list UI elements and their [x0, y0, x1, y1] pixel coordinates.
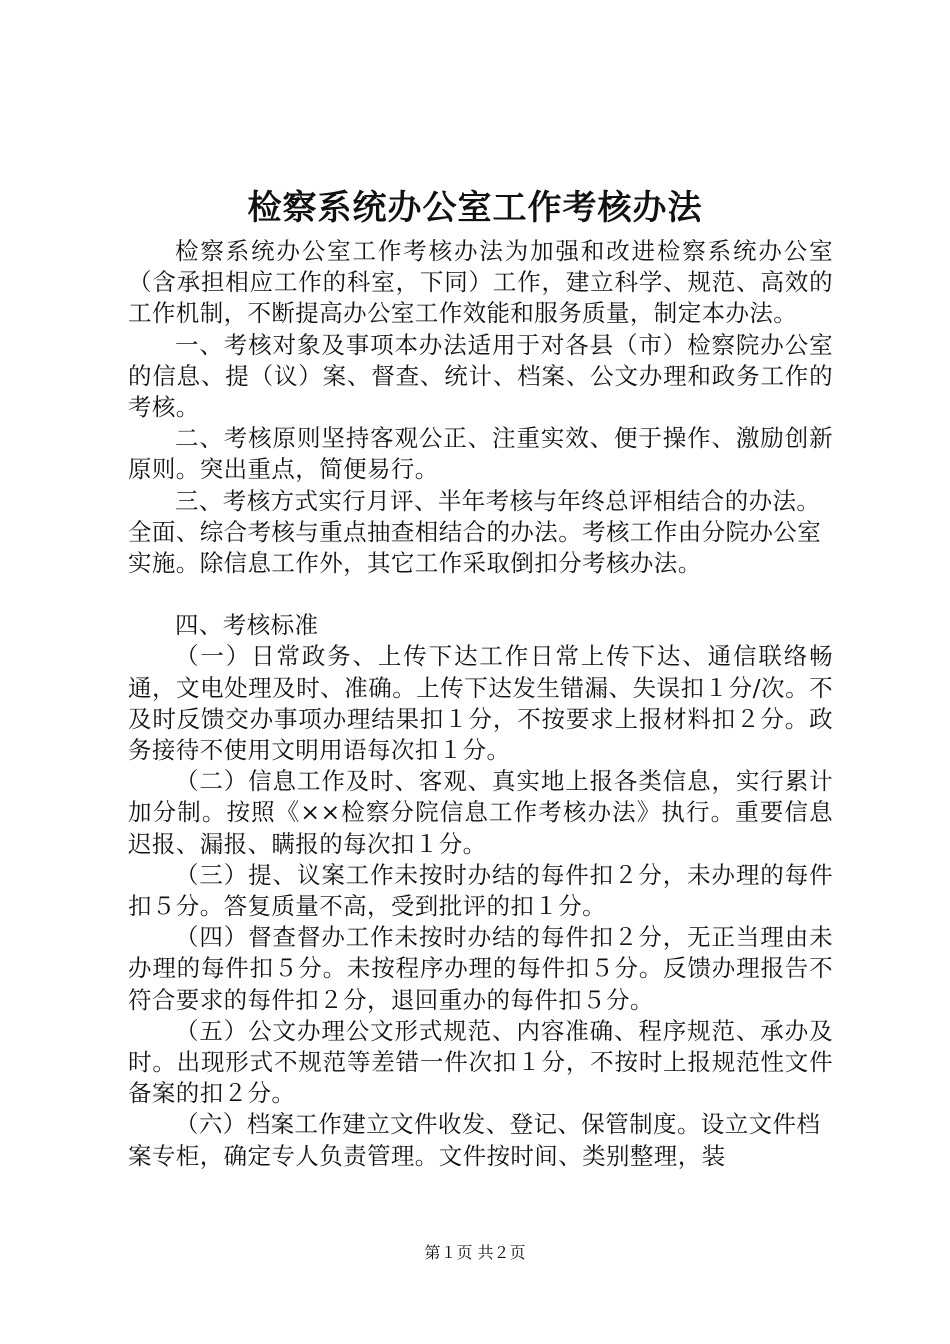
paragraph-methods: 三、考核方式实行月评、半年考核与年终总评相结合的办法。全面、综合考核与重点抽查相结合的办法。考核工作由分院办公室实施。除信息工作外，其它工作采取倒扣分考核办法。 [128, 486, 822, 578]
paragraph-standard-1: （一）日常政务、上传下达工作日常上传下达、通信联络畅通，文电处理及时、准确。上传下达发生错漏、失误扣１分/次。不及时反馈交办事项办理结果扣１分，不按要求上报材料扣２分。政务接待不使用文明用语每次扣１分。 [128, 642, 833, 765]
paragraph-standard-3: （三）提、议案工作未按时办结的每件扣２分，未办理的每件扣５分。答复质量不高，受到批评的扣１分。 [128, 860, 833, 921]
paragraph-principles: 二、考核原则坚持客观公正、注重实效、便于操作、激励创新原则。突出重点，简便易行。 [128, 424, 833, 484]
paragraph-intro: 检察系统办公室工作考核办法为加强和改进检察系统办公室（含承担相应工作的科室，下同）工作，建立科学、规范、高效的工作机制，不断提高办公室工作效能和服务质量，制定本办法。 [128, 237, 833, 328]
paragraph-standard-2: （二）信息工作及时、客观、真实地上报各类信息，实行累计加分制。按照《××检察分院信息工作考核办法》执行。重要信息迟报、漏报、瞒报的每次扣１分。 [128, 767, 833, 858]
document-body [128, 236, 833, 1172]
paragraph-standard-4: （四）督查督办工作未按时办结的每件扣２分，无正当理由未办理的每件扣５分。未按程序办理的每件扣５分。反馈办理报告不符合要求的每件扣２分，退回重办的每件扣５分。 [128, 923, 833, 1014]
paragraph-standard-6: （六）档案工作建立文件收发、登记、保管制度。设立文件档案专柜，确定专人负责管理。文件按时间、类别整理，装 [128, 1110, 821, 1170]
page-number-footer: 第１页 共２页 [424, 1243, 526, 1262]
paragraph-scope: 一、考核对象及事项本办法适用于对各县（市）检察院办公室的信息、提（议）案、督查、统计、档案、公文办理和政务工作的考核。 [128, 330, 833, 422]
document-title: 检察系统办公室工作考核办法 [247, 188, 703, 228]
section-heading-standards: 四、考核标准 [175, 611, 319, 640]
paragraph-standard-5: （五）公文办理公文形式规范、内容准确、程序规范、承办及时。出现形式不规范等差错一件次扣１分，不按时上报规范性文件备案的扣２分。 [128, 1016, 833, 1108]
